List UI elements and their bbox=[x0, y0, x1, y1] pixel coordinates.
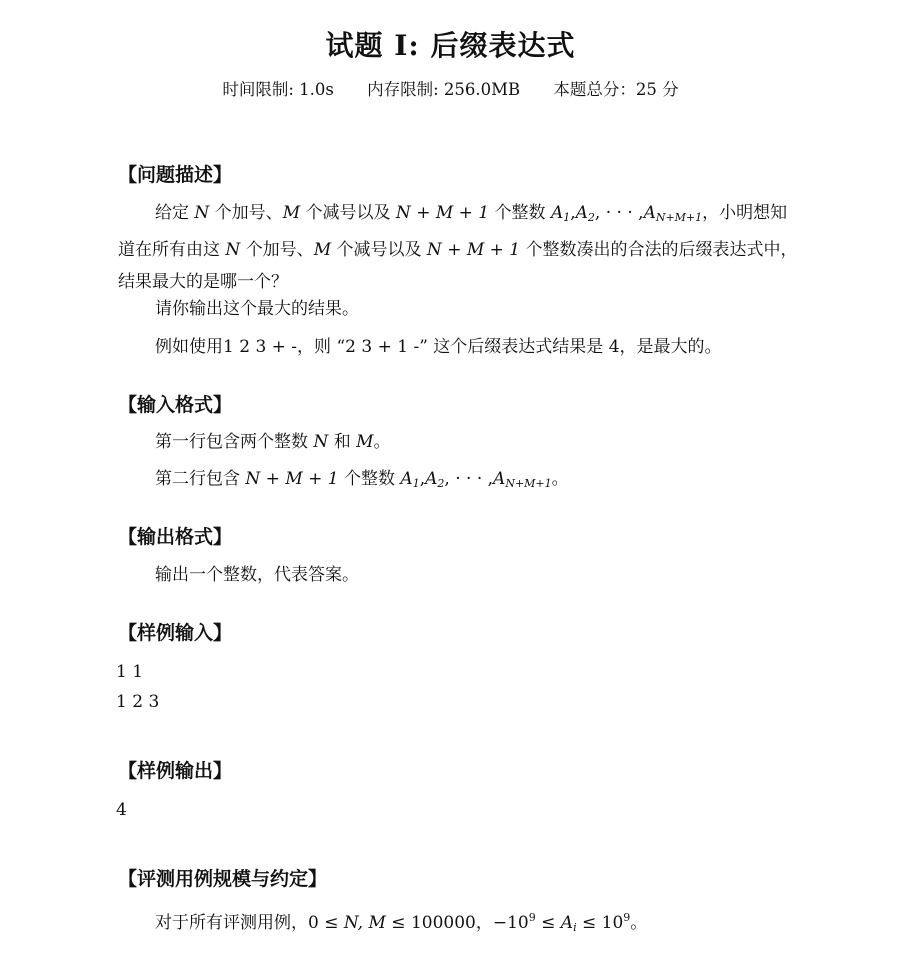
math-a1 bbox=[551, 203, 570, 223]
input-text: 和 bbox=[333, 432, 351, 452]
constraints-text bbox=[118, 902, 798, 944]
heading-input-format: 【输入格式】 bbox=[118, 394, 233, 416]
ellipsis: · · · bbox=[605, 203, 633, 223]
desc-text: 给定 bbox=[155, 203, 189, 223]
comma: , bbox=[444, 469, 450, 489]
ellipsis: · · · bbox=[455, 469, 483, 489]
input-line-2 bbox=[118, 463, 798, 500]
desc-text: 个整数 bbox=[494, 203, 546, 223]
math-a: A bbox=[575, 203, 588, 223]
math-a: A bbox=[400, 469, 413, 489]
comma: ， bbox=[475, 913, 493, 933]
subscript: 1 bbox=[412, 477, 420, 490]
math-bound: ≤ 100000 bbox=[385, 913, 476, 933]
constraints-label: 对于所有评测用例， bbox=[155, 913, 308, 933]
comma: , bbox=[487, 469, 494, 489]
math-a: A bbox=[550, 203, 564, 223]
input-line-1 bbox=[118, 426, 798, 458]
math-m: M bbox=[282, 203, 301, 223]
math-n-m-1: N + M + 1 bbox=[426, 240, 521, 260]
math-n-m-1: N + M + 1 bbox=[395, 203, 490, 223]
math-ai bbox=[561, 913, 577, 933]
memory-limit: 内存限制: 256.0MB bbox=[367, 80, 521, 99]
time-limit: 时间限制: 1.0s bbox=[222, 80, 334, 99]
description-p2: 请你输出这个最大的结果。 bbox=[155, 299, 359, 319]
math-m: M bbox=[313, 240, 332, 260]
math-a-last bbox=[493, 469, 552, 489]
description-p3: 例如使用1 2 3 + -，则 “2 3 + 1 -” 这个后缀表达式结果是 4，是最大的。 bbox=[155, 337, 722, 357]
subscript: i bbox=[573, 921, 577, 934]
desc-text: 个整数凑出的合法的后缀表达式中，结果最大的是哪一个？ bbox=[118, 240, 798, 292]
desc-text: 个加号、 bbox=[245, 240, 314, 260]
comma: , bbox=[419, 469, 426, 489]
math-a2 bbox=[425, 469, 444, 489]
math-a: A bbox=[493, 469, 506, 489]
output-format-text: 输出一个整数，代表答案。 bbox=[155, 565, 359, 585]
heading-description: 【问题描述】 bbox=[118, 164, 233, 186]
input-text: 。 bbox=[373, 432, 391, 452]
heading-sample-output: 【样例输出】 bbox=[118, 760, 233, 782]
input-text: 。 bbox=[551, 469, 569, 489]
math-n: N bbox=[194, 203, 210, 223]
math-a: A bbox=[425, 469, 438, 489]
exponent: 9 bbox=[528, 911, 536, 924]
math-bound: 0 ≤ bbox=[308, 913, 344, 933]
math-bound: ≤ 10 bbox=[576, 913, 624, 933]
desc-text: ，小明想知道在所有由这 bbox=[118, 203, 788, 260]
input-text: 第一行包含两个整数 bbox=[155, 432, 308, 452]
sample-input-line: 1 2 3 bbox=[116, 692, 160, 712]
math-a1 bbox=[400, 469, 419, 489]
limits-line bbox=[0, 76, 901, 100]
math-a: A bbox=[560, 913, 574, 933]
exponent: 9 bbox=[623, 911, 631, 924]
desc-text: 个加号、 bbox=[214, 203, 283, 223]
math-n-m-1: N + M + 1 bbox=[245, 469, 339, 489]
math-a2 bbox=[576, 203, 595, 223]
math-bound: −10 bbox=[492, 913, 529, 933]
math-n: N bbox=[313, 432, 329, 452]
subscript: 1 bbox=[563, 211, 571, 224]
input-text: 个整数 bbox=[344, 469, 396, 489]
sample-input-line: 1 1 bbox=[116, 662, 144, 682]
subscript: 2 bbox=[437, 477, 445, 490]
comma: , bbox=[638, 203, 644, 223]
math-m: M bbox=[356, 432, 374, 452]
heading-constraints: 【评测用例规模与约定】 bbox=[118, 868, 328, 890]
desc-text: 个减号以及 bbox=[305, 203, 391, 223]
math-n: N bbox=[225, 240, 241, 260]
problem-title: 试题 I: 后缀表达式 bbox=[325, 29, 576, 62]
heading-output-format: 【输出格式】 bbox=[118, 526, 233, 548]
input-text: 第二行包含 bbox=[155, 469, 240, 489]
math-bound: ≤ bbox=[535, 913, 561, 933]
math-a-last bbox=[644, 203, 703, 223]
sample-output-line: 4 bbox=[116, 800, 127, 820]
subscript: N+M+1 bbox=[655, 211, 703, 224]
description-paragraph bbox=[118, 197, 798, 298]
period: 。 bbox=[630, 913, 648, 933]
desc-text: 个减号以及 bbox=[336, 240, 422, 260]
comma: , bbox=[570, 203, 576, 223]
subscript: N+M+1 bbox=[505, 477, 552, 490]
heading-sample-input: 【样例输入】 bbox=[118, 622, 233, 644]
total-score: 本题总分：25 分 bbox=[553, 80, 679, 99]
math-a: A bbox=[643, 203, 656, 223]
comma: , bbox=[594, 203, 601, 223]
subscript: 2 bbox=[587, 211, 595, 224]
math-n-m: N, M bbox=[343, 913, 386, 933]
